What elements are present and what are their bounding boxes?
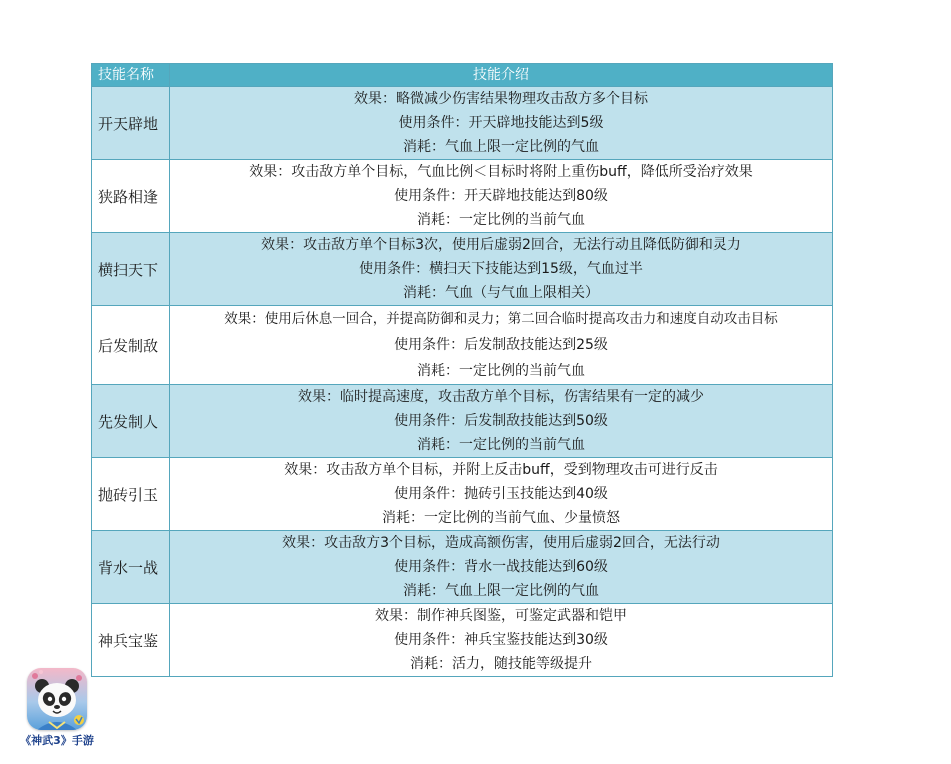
skill-cost: 消耗：活力，随技能等级提升 xyxy=(410,656,592,672)
table-header-row xyxy=(92,64,833,87)
skill-name: 抛砖引玉 xyxy=(92,458,170,531)
skill-desc xyxy=(170,160,833,233)
table-row xyxy=(92,87,833,160)
skill-cost: 消耗：一定比例的当前气血 xyxy=(417,212,585,228)
table-row xyxy=(92,160,833,233)
skill-desc xyxy=(170,233,833,306)
table-row xyxy=(92,233,833,306)
table-row xyxy=(92,604,833,677)
skill-cost: 消耗：一定比例的当前气血 xyxy=(417,363,585,379)
skill-desc xyxy=(170,385,833,458)
logo-caption: 《神武3》手游 xyxy=(20,734,94,747)
header-skill-desc: 技能介绍 xyxy=(170,64,833,87)
skill-effect: 效果：制作神兵图鉴，可鉴定武器和铠甲 xyxy=(375,608,627,624)
skill-name: 神兵宝鉴 xyxy=(92,604,170,677)
panda-icon xyxy=(27,668,87,730)
skill-condition: 使用条件：抛砖引玉技能达到40级 xyxy=(394,486,608,502)
skill-condition: 使用条件：后发制敌技能达到50级 xyxy=(394,413,608,429)
skill-condition: 使用条件：后发制敌技能达到25级 xyxy=(394,337,608,353)
skill-condition: 使用条件：横扫天下技能达到15级，气血过半 xyxy=(359,261,643,277)
skill-cost: 消耗：气血（与气血上限相关） xyxy=(403,285,599,301)
table-row xyxy=(92,458,833,531)
skill-condition: 使用条件：神兵宝鉴技能达到30级 xyxy=(394,632,608,648)
skill-table xyxy=(91,63,833,677)
skill-condition: 使用条件：开天辟地技能达到80级 xyxy=(394,188,608,204)
skill-condition: 使用条件：开天辟地技能达到5级 xyxy=(398,115,604,131)
skill-effect: 效果：攻击敌方单个目标，气血比例＜目标时将附上重伤buff，降低所受治疗效果 xyxy=(249,164,753,180)
skill-name: 开天辟地 xyxy=(92,87,170,160)
skill-cost: 消耗：一定比例的当前气血、少量愤怒 xyxy=(382,510,620,526)
skill-effect: 效果：略微减少伤害结果物理攻击敌方多个目标 xyxy=(354,91,648,107)
table-row xyxy=(92,385,833,458)
skill-effect: 效果：攻击敌方单个目标3次，使用后虚弱2回合，无法行动且降低防御和灵力 xyxy=(261,237,741,253)
skill-desc xyxy=(170,531,833,604)
skill-cost: 消耗：气血上限一定比例的气血 xyxy=(403,583,599,599)
skill-condition: 使用条件：背水一战技能达到60级 xyxy=(394,559,608,575)
game-logo xyxy=(17,668,97,752)
skill-name: 先发制人 xyxy=(92,385,170,458)
skill-name: 横扫天下 xyxy=(92,233,170,306)
skill-effect: 效果：攻击敌方3个目标，造成高额伤害，使用后虚弱2回合，无法行动 xyxy=(282,535,720,551)
skill-desc xyxy=(170,604,833,677)
table-row xyxy=(92,531,833,604)
skill-desc xyxy=(170,458,833,531)
skill-effect: 效果：攻击敌方单个目标，并附上反击buff，受到物理攻击可进行反击 xyxy=(284,462,718,478)
skill-effect: 效果：使用后休息一回合，并提高防御和灵力；第二回合临时提高攻击力和速度自动攻击目标 xyxy=(224,311,778,327)
skill-effect: 效果：临时提高速度，攻击敌方单个目标，伤害结果有一定的减少 xyxy=(298,389,704,405)
skill-name: 背水一战 xyxy=(92,531,170,604)
skill-name: 后发制敌 xyxy=(92,306,170,385)
skill-desc xyxy=(170,87,833,160)
skill-cost: 消耗：一定比例的当前气血 xyxy=(417,437,585,453)
header-skill-name: 技能名称 xyxy=(92,64,170,87)
table-row xyxy=(92,306,833,385)
skill-name: 狭路相逢 xyxy=(92,160,170,233)
skill-cost: 消耗：气血上限一定比例的气血 xyxy=(403,139,599,155)
skill-desc xyxy=(170,306,833,385)
